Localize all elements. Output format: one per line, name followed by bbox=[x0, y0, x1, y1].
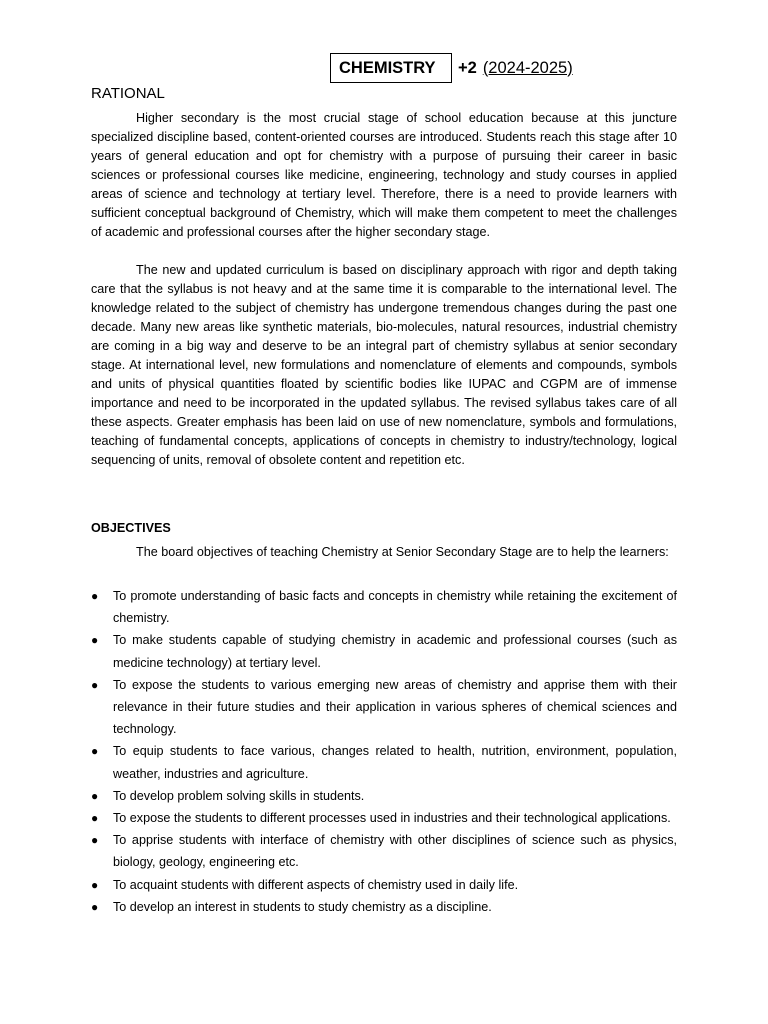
list-item bbox=[91, 785, 677, 807]
list-item-text: To equip students to face various, changes related to health, nutrition, environment, population, weather, industries and agriculture. bbox=[113, 744, 677, 781]
grade-label: +2 bbox=[458, 58, 477, 77]
bullet-icon: ● bbox=[91, 811, 99, 826]
list-item bbox=[91, 807, 677, 829]
session-label: (2024-2025) bbox=[482, 58, 573, 77]
objectives-heading: OBJECTIVES bbox=[91, 521, 171, 535]
rational-paragraph-2 bbox=[91, 261, 677, 470]
list-item-text: To make students capable of studying chemistry in academic and professional courses (such as medicine technology) at tertiary level. bbox=[113, 633, 677, 670]
bullet-icon: ● bbox=[91, 899, 99, 914]
list-item-text: To apprise students with interface of chemistry with other disciplines of science such as physics, biology, geology, engineering etc. bbox=[113, 833, 677, 870]
list-item-text: To expose the students to various emerging new areas of chemistry and apprise them with their relevance in their future studies and their application in various spheres of chemical sciences and technology. bbox=[113, 677, 677, 737]
objectives-intro bbox=[91, 542, 677, 563]
rational-paragraph-2-text: The new and updated curriculum is based on disciplinary approach with rigor and depth taking care that the syllabus is not heavy and at the same time it is comparable to the international level. The knowledge related to the subject of chemistry has undergone tremendous changes during the past one decade. Many new areas like synthetic materials, bio-molecules, natural resources, industrial chemistry are coming in a big way and deserve to be an integral part of chemistry syllabus at senior secondary stage. At international level, new formulations and nomenclature of elements and compounds, symbols and units of physical quantities floated by scientific bodies like IUPAC and CGPM are of immense importance and need to be incorporated in the updated syllabus. The revised syllabus takes care of all these aspects. Greater emphasis has been laid on use of new nomenclature, symbols and formulations, teaching of fundamental concepts, applications of concepts in chemistry to industry/technology, logical sequencing of units, removal of obsolete content and repetition etc. bbox=[91, 263, 677, 467]
subject-title-box bbox=[330, 53, 452, 83]
list-item-text: To develop problem solving skills in students. bbox=[113, 788, 365, 803]
objectives-list bbox=[91, 585, 677, 918]
objectives-intro-text: The board objectives of teaching Chemistry at Senior Secondary Stage are to help the learners: bbox=[136, 545, 669, 559]
bullet-icon: ● bbox=[91, 633, 99, 648]
bullet-icon: ● bbox=[91, 833, 99, 848]
bullet-icon: ● bbox=[91, 788, 99, 803]
list-item bbox=[91, 896, 677, 918]
rational-heading: RATIONAL bbox=[91, 85, 165, 102]
bullet-icon: ● bbox=[91, 677, 99, 692]
page-header bbox=[330, 52, 573, 84]
list-item bbox=[91, 740, 677, 784]
bullet-icon: ● bbox=[91, 744, 99, 759]
bullet-icon: ● bbox=[91, 877, 99, 892]
rational-paragraph-1 bbox=[91, 109, 677, 242]
list-item bbox=[91, 829, 677, 873]
list-item-text: To acquaint students with different aspects of chemistry used in daily life. bbox=[113, 877, 519, 892]
subject-title: CHEMISTRY bbox=[339, 58, 436, 77]
list-item bbox=[91, 629, 677, 673]
list-item bbox=[91, 874, 677, 896]
list-item bbox=[91, 585, 677, 629]
bullet-icon: ● bbox=[91, 589, 99, 603]
list-item bbox=[91, 674, 677, 741]
list-item-text: To promote understanding of basic facts and concepts in chemistry while retaining the excitement of chemistry. bbox=[113, 589, 677, 626]
list-item-text: To develop an interest in students to study chemistry as a discipline. bbox=[113, 899, 492, 914]
rational-paragraph-1-text: Higher secondary is the most crucial stage of school education because at this juncture specialized discipline based, content-oriented courses are introduced. Students reach this stage after 10 years of general education and opt for chemistry with a purpose of pursuing their career in basic sciences or professional courses like medicine, engineering, technology and study courses in applied areas of science and technology at tertiary level. Therefore, there is a need to provide learners with sufficient conceptual background of Chemistry, which will make them competent to meet the challenges of academic and professional courses after the higher secondary stage. bbox=[91, 111, 677, 239]
list-item-text: To expose the students to different processes used in industries and their technological applications. bbox=[113, 811, 671, 826]
